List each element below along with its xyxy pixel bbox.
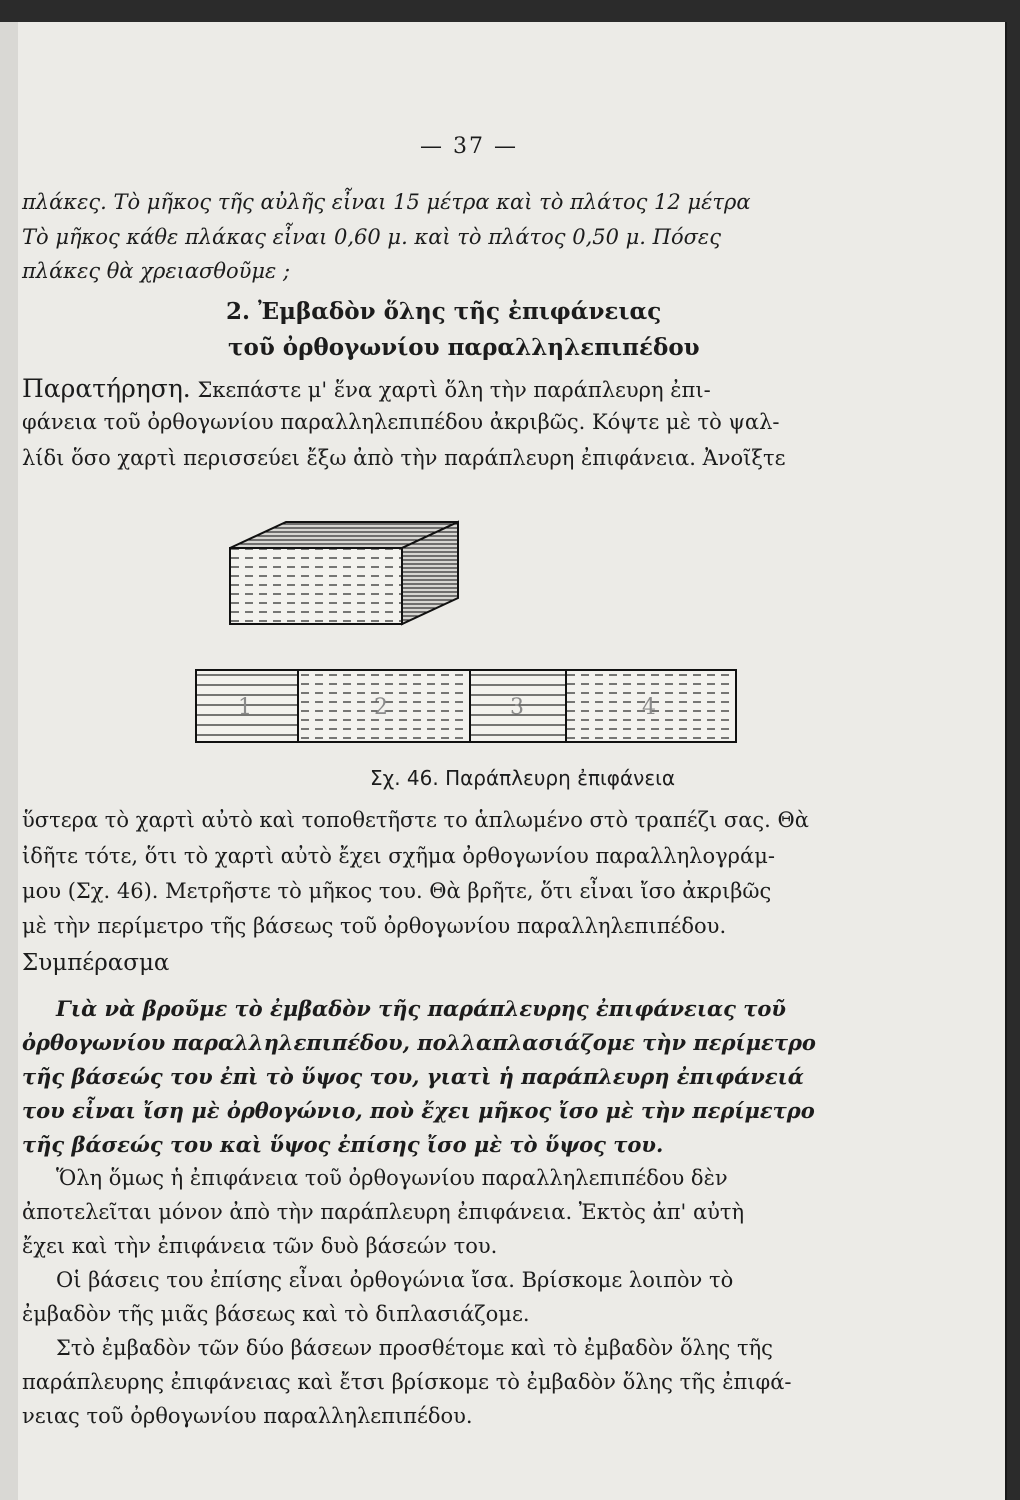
section-heading-line2: τοῦ ὀρθογωνίου παραλληλεπιπέδου [228,334,700,361]
body-line: ὕστερα τὸ χαρτὶ αὐτὸ καὶ τοποθετῆστε το ἁπλωμένο στὸ τραπέζι σας. Θὰ [22,808,809,832]
panel-label-4: 4 [642,695,656,720]
conclusion-line: Γιὰ νὰ βροῦμε τὸ ἐμβαδὸν τῆς παράπλευρης ἐπιφάνειας τοῦ [56,996,786,1021]
body-line: ἀποτελεῖται μόνον ἀπὸ τὴν παράπλευρη ἐπιφάνεια. Ἐκτὸς ἀπ' αὐτὴ [22,1200,745,1224]
box-front-face [230,548,402,624]
observation-text: Σκεπάστε μ' ἕνα χαρτὶ ὅλη τὴν παράπλευρη ἐπι- [197,378,711,402]
body-line: παράπλευρης ἐπιφάνειας καὶ ἔτσι βρίσκομε τὸ ἐμβαδὸν ὅλης τῆς ἐπιφά- [22,1370,792,1394]
body-line: ἔχει καὶ τὴν ἐπιφάνεια τῶν δυὸ βάσεών του. [22,1234,498,1258]
body-line: μου (Σχ. 46). Μετρῆστε τὸ μῆκος του. Θὰ βρῆτε, ὅτι εἶναι ἴσο ἀκριβῶς [22,879,772,903]
exercise-line: πλάκες. Τὸ μῆκος τῆς αὐλῆς εἶναι 15 μέτρα καὶ τὸ πλάτος 12 μέτρα [22,190,751,214]
figure-46 [188,490,748,760]
panel-label-3: 3 [510,695,524,720]
body-line: Οἱ βάσεις του ἐπίσης εἶναι ὀρθογώνια ἴσα. Βρίσκομε λοιπὸν τὸ [56,1268,734,1292]
page-number: — 37 — [420,134,518,159]
body-line: νειας τοῦ ὀρθογωνίου παραλληλεπιπέδου. [22,1404,473,1428]
body-line: ἐμβαδὸν τῆς μιᾶς βάσεως καὶ τὸ διπλασιάζομε. [22,1302,530,1326]
conclusion-line: τῆς βάσεώς του ἐπὶ τὸ ὕψος του, γιατὶ ἡ παράπλευρη ἐπιφάνειά [22,1064,804,1089]
observation-label: Παρατήρηση. [22,374,191,403]
book-page [0,22,1007,1500]
conclusion-line: τῆς βάσεώς του καὶ ὕψος ἐπίσης ἴσο μὲ τὸ ὕψος του. [22,1132,664,1157]
conclusion-heading: Συμπέρασμα [22,950,170,976]
exercise-line: Τὸ μῆκος κάθε πλάκας εἶναι 0,60 μ. καὶ τὸ πλάτος 0,50 μ. Πόσες [22,225,721,249]
observation-line [22,374,711,403]
exercise-line: πλάκες θὰ χρειασθοῦμε ; [22,259,291,283]
body-line: Στὸ ἐμβαδὸν τῶν δύο βάσεων προσθέτομε καὶ τὸ ἐμβαδὸν ὅλης τῆς [56,1336,773,1360]
conclusion-line: ὀρθογωνίου παραλληλεπιπέδου, πολλαπλασιάζομε τὴν περίμετρο [22,1030,816,1055]
panel-label-2: 2 [374,695,388,720]
body-line: Ὅλη ὅμως ἡ ἐπιφάνεια τοῦ ὀρθογωνίου παραλληλεπιπέδου δὲν [56,1166,728,1190]
body-line: ἰδῆτε τότε, ὅτι τὸ χαρτὶ αὐτὸ ἔχει σχῆμα ὀρθογωνίου παραλληλογράμ- [22,844,775,868]
page-gutter [0,22,18,1500]
figure-caption: Σχ. 46. Παράπλευρη ἐπιφάνεια [370,766,676,790]
observation-line: λίδι ὅσο χαρτὶ περισσεύει ἔξω ἀπὸ τὴν παράπλευρη ἐπιφάνεια. Ἀνοῖξτε [22,446,786,470]
observation-line: φάνεια τοῦ ὀρθογωνίου παραλληλεπιπέδου ἀκριβῶς. Κόψτε μὲ τὸ ψαλ- [22,410,780,434]
conclusion-line: του εἶναι ἴση μὲ ὀρθογώνιο, ποὺ ἔχει μῆκος ἴσο μὲ τὴν περίμετρο [22,1098,815,1123]
section-heading-line1: 2. Ἐμβαδὸν ὅλης τῆς ἐπιφάνειας [226,298,662,325]
body-line: μὲ τὴν περίμετρο τῆς βάσεως τοῦ ὀρθογωνίου παραλληλεπιπέδου. [22,914,727,938]
panel-label-1: 1 [238,695,252,720]
